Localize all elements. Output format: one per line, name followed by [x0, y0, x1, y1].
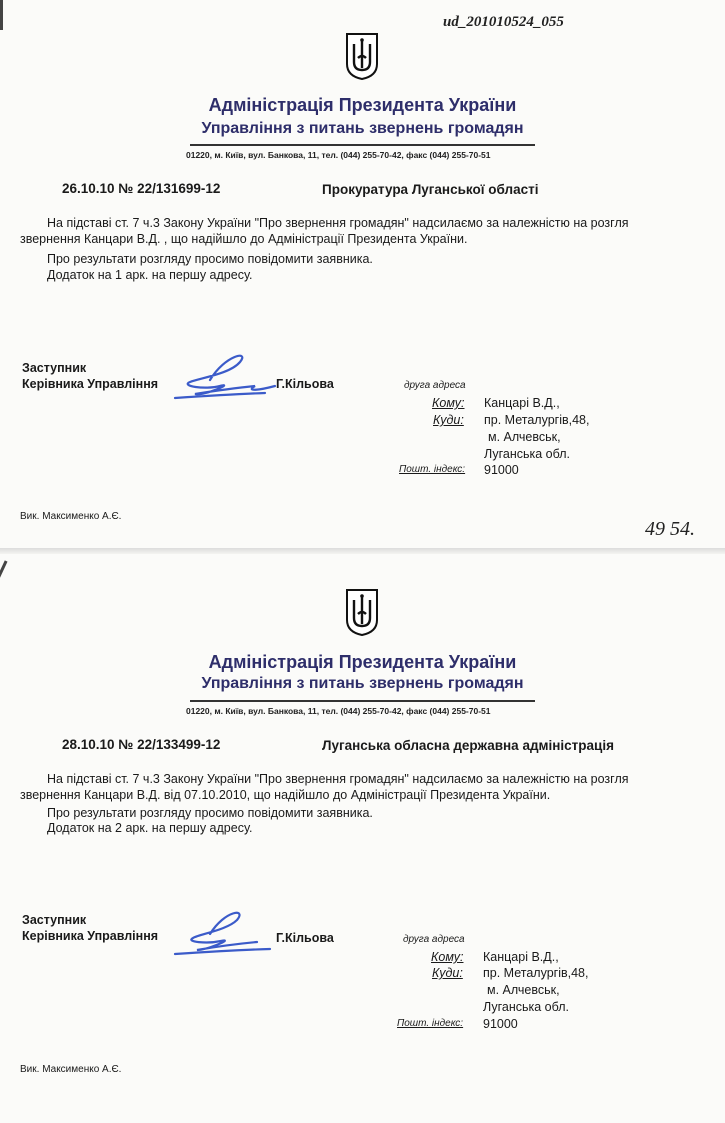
to-value: Канцарі В.Д.,	[484, 396, 560, 410]
address-line: м. Алчевськ,	[488, 430, 561, 444]
postal-label: Пошт. індекс:	[399, 464, 466, 475]
recipient: Прокуратура Луганської області	[322, 182, 539, 197]
body-line: звернення Канцари В.Д. від 07.10.2010, що надійшло до Адміністрації Президента України.	[20, 788, 551, 802]
reference-number: 28.10.10 № 22/133499-12	[62, 737, 221, 752]
address-line: пр. Металургів,48,	[483, 966, 589, 980]
signer-title: Заступник	[22, 361, 87, 375]
body-line: Про результати розгляду просимо повідомити заявника.	[47, 806, 373, 820]
header-divider	[190, 700, 535, 702]
signer-title: Керівника Управління	[22, 929, 159, 943]
signature-scribble	[165, 908, 285, 968]
signer-block	[22, 912, 158, 944]
to-label: Кому:	[431, 950, 464, 964]
org-title: Адміністрація Президента України	[208, 652, 517, 672]
signature-scribble	[165, 350, 285, 410]
edge-mark	[0, 0, 3, 30]
where-label: Куди:	[433, 413, 464, 427]
handwritten-note: 49 54.	[645, 518, 695, 540]
postal-value: 91000	[484, 463, 519, 477]
postal-value: 91000	[483, 1017, 518, 1031]
header-divider	[190, 144, 535, 146]
body-line: звернення Канцари В.Д. , що надійшло до Адміністрації Президента України.	[20, 232, 468, 246]
postal-label: Пошт. індекс:	[397, 1018, 464, 1029]
org-subtitle: Управління з питань звернень громадян	[201, 120, 524, 137]
body-paragraph	[20, 771, 725, 803]
signer-title: Керівника Управління	[22, 377, 159, 391]
address-line: Луганська обл.	[483, 1000, 569, 1014]
org-title: Адміністрація Президента України	[208, 95, 517, 115]
address-line: Луганська обл.	[484, 447, 570, 461]
page-separator	[0, 548, 725, 554]
signer-block	[22, 360, 158, 392]
signer-name: Г.Кільова	[276, 931, 334, 945]
trident-emblem-icon	[345, 32, 379, 80]
signer-name: Г.Кільова	[276, 377, 334, 391]
recipient: Луганська обласна державна адміністрація	[322, 738, 614, 753]
to-value: Канцарі В.Д.,	[483, 950, 559, 964]
second-address-label: друга адреса	[404, 380, 466, 391]
address-line: пр. Металургів,48,	[484, 413, 590, 427]
body-line: На підставі ст. 7 ч.3 Закону України "Про звернення громадян" надсилаємо за належністю на розгля	[47, 216, 629, 230]
org-address: 01220, м. Київ, вул. Банкова, 11, тел. (044) 255-70-42, факс (044) 255-70-51	[186, 706, 491, 716]
where-value	[483, 965, 588, 1016]
body-line: На підставі ст. 7 ч.3 Закону України "Про звернення громадян" надсилаємо за належністю на розгля	[47, 772, 629, 786]
second-address-label: друга адреса	[403, 934, 465, 945]
to-label: Кому:	[432, 396, 465, 410]
org-address: 01220, м. Київ, вул. Банкова, 11, тел. (044) 255-70-42, факс (044) 255-70-51	[186, 150, 491, 160]
edge-mark	[0, 560, 8, 581]
address-line: м. Алчевськ,	[487, 983, 560, 997]
body-line: Про результати розгляду просимо повідомити заявника.	[47, 252, 373, 266]
where-label: Куди:	[432, 966, 463, 980]
body-line: Додаток на 2 арк. на першу адресу.	[47, 821, 253, 835]
executor: Вик. Максименко А.Є.	[20, 1064, 122, 1075]
trident-emblem-icon	[345, 588, 379, 636]
document-id: ud_201010524_055	[443, 14, 564, 30]
signer-title: Заступник	[22, 913, 87, 927]
executor: Вик. Максименко А.Є.	[20, 511, 122, 522]
body-line: Додаток на 1 арк. на першу адресу.	[47, 268, 253, 282]
reference-number: 26.10.10 № 22/131699-12	[62, 181, 221, 196]
where-value	[484, 412, 589, 463]
body-paragraph	[20, 215, 725, 247]
org-subtitle: Управління з питань звернень громадян	[201, 675, 524, 692]
